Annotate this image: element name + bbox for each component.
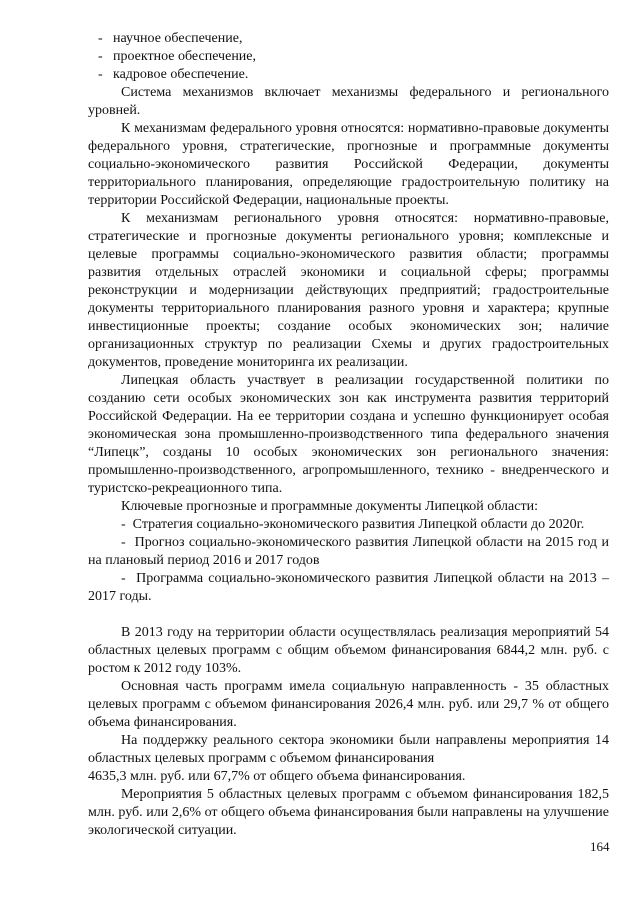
paragraph-lipetsk: Липецкая область участвует в реализации государственной политики по созданию сети особых экономических зон как инструмента развития территорий Российской Федерации. На ее территории создана и успешно функционирует особая экономическая зона промышленно-производственного типа федерального значения “Липецк”, созданы 10 особых экономических зон регионального значения: промышленно-производственного, агропромышленного, технико - внедренческого и туристско-рекреационного типа. (88, 373, 609, 496)
list-item: - Стратегия социально-экономического развития Липецкой области до 2020г. (121, 517, 585, 532)
list-item: - научное обеспечение, (98, 31, 243, 46)
paragraph-2013: В 2013 году на территории области осуществлялась реализация мероприятий 54 областных целевых программ с общим объемом финансирования 6844,2 млн. руб. с ростом к 2012 году 103%. (88, 625, 609, 676)
paragraph-federal: К механизмам федерального уровня относятся: нормативно-правовые документы федерального уровня, стратегические, прогнозные и программные документы социально-экономического развития Российской Федерации, документы территориального планирования, определяющие градостроительную политику на территории Российской Федерации, национальные проекты. (88, 121, 609, 208)
list-item-text: Стратегия социально-экономического развития Липецкой области до 2020г. (132, 517, 585, 532)
paragraph-social: Основная часть программ имела социальную направленность - 35 областных целевых программ с объемом финансирования 2026,4 млн. руб. или 29,7 % от общего объема финансирования. (88, 679, 609, 730)
list-item-text: научное обеспечение, (113, 31, 243, 46)
list-item-text: кадровое обеспечение. (113, 67, 249, 82)
spacer (88, 606, 609, 624)
list-item: - Прогноз социально-экономического развития Липецкой области на 2015 год и на плановый период 2016 и 2017 годов (88, 535, 609, 568)
text-column (88, 30, 609, 840)
list-item: - Программа социально-экономического развития Липецкой области на 2013 – 2017 годы. (88, 571, 609, 604)
list-item: - проектное обеспечение, (98, 49, 257, 64)
paragraph-system: Система механизмов включает механизмы федерального и регионального уровней. (88, 85, 609, 118)
paragraph-ecology: Мероприятия 5 областных целевых программ с объемом финансирования 182,5 млн. руб. или 2,6% от общего объема финансирования были направлены на улучшение экологической ситуации. (88, 787, 609, 838)
page-number: 164 (590, 839, 610, 854)
list-item-text: Программа социально-экономического развития Липецкой области на 2013 – 2017 годы. (88, 571, 609, 604)
paragraph-real-sector: На поддержку реального сектора экономики были направлены мероприятия 14 областных целевых программ с объемом финансирования (88, 733, 609, 766)
paragraph-key-docs: Ключевые прогнозные и программные документы Липецкой области: (121, 499, 538, 514)
list-item: - кадровое обеспечение. (98, 67, 249, 82)
list-item-text: Прогноз социально-экономического развития Липецкой области на 2015 год и на плановый период 2016 и 2017 годов (88, 535, 609, 568)
paragraph-real-sector-cont: 4635,3 млн. руб. или 67,7% от общего объема финансирования. (88, 769, 466, 784)
paragraph-regional: К механизмам регионального уровня относятся: нормативно-правовые, стратегические и прогнозные документы регионального уровня; комплексные и целевые программы социально-экономического развития области; программы развития отдельных отраслей экономики и социальной сферы; программы реконструкции и модернизации действующих предприятий; градостроительные документы территориального планирования разного уровня и характера; крупные инвестиционные проекты; создание особых экономических зон; наличие организационных структур по реализации Схемы и других градостроительных документов, проведение мониторинга их реализации. (88, 211, 609, 370)
list-item-text: проектное обеспечение, (113, 49, 257, 64)
